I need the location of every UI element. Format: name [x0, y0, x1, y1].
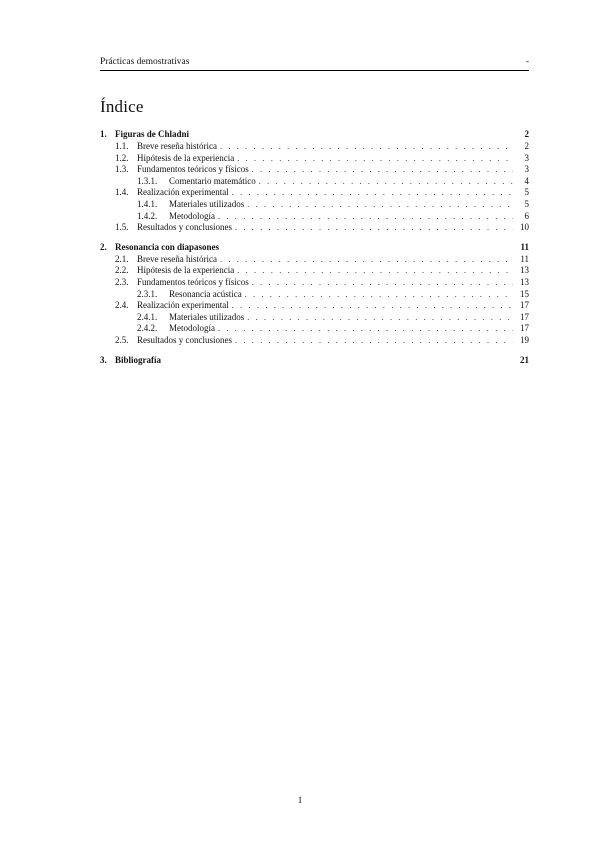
toc-subentry[interactable] [100, 312, 529, 324]
dot-leader [235, 335, 513, 347]
dot-leader [232, 187, 513, 199]
entry-page: 5 [524, 198, 529, 209]
entry-title: Comentario matemático [169, 175, 256, 186]
entry-number: 2.4.1. [137, 311, 158, 322]
toc-chapter[interactable] [100, 354, 529, 367]
header-title: Prácticas demostrativas [100, 57, 190, 67]
entry-page: 17 [520, 323, 529, 334]
entry-page: 13 [520, 276, 529, 287]
dot-leader [218, 211, 513, 223]
entry-number: 1.3. [115, 164, 129, 175]
chapter-page: 2 [524, 129, 529, 139]
entry-title: Hipótesis de la experiencia [137, 152, 235, 163]
chapter-title: Figuras de Chladni [115, 129, 190, 139]
dot-leader [235, 222, 513, 234]
entry-title: Realización experimental [137, 300, 229, 311]
toc-subentry[interactable] [100, 199, 529, 211]
entry-number: 1.2. [115, 152, 129, 163]
dot-leader [237, 265, 513, 277]
entry-number: 2.5. [115, 334, 129, 345]
entry-number: 2.1. [115, 253, 129, 264]
entry-title: Metodología [169, 323, 215, 334]
toc-entry[interactable] [100, 254, 529, 266]
dot-leader [232, 300, 513, 312]
dot-leader [245, 289, 513, 301]
dot-leader [247, 312, 513, 324]
chapter-title: Bibliografía [115, 354, 162, 365]
entry-page: 5 [524, 187, 529, 198]
toc-heading: Índice [100, 97, 144, 116]
entry-page: 17 [520, 311, 529, 322]
chapter-gap [100, 347, 529, 354]
entry-title: Materiales utilizados [169, 311, 245, 322]
entry-title: Breve reseña histórica [137, 141, 217, 151]
toc-subentry[interactable] [100, 176, 529, 188]
entry-title: Resultados y conclusiones [137, 334, 232, 345]
entry-page: 3 [524, 164, 529, 175]
chapter-title: Resonancia con diapasones [115, 241, 220, 252]
dot-leader [247, 199, 513, 211]
chapter-number: 3. [100, 354, 107, 365]
toc-subentry[interactable] [100, 289, 529, 301]
entry-page: 10 [520, 222, 529, 233]
toc-entry[interactable] [100, 335, 529, 347]
entry-page: 2 [524, 141, 529, 151]
toc-entry[interactable] [100, 277, 529, 289]
entry-number: 1.4.1. [137, 198, 158, 209]
toc-entry[interactable] [100, 187, 529, 199]
entry-page: 17 [520, 300, 529, 311]
entry-page: 11 [520, 253, 529, 264]
header-right-mark: - [525, 57, 529, 67]
dot-leader [220, 254, 513, 266]
chapter-page: 11 [520, 241, 529, 252]
toc-entry[interactable] [100, 141, 529, 153]
entry-page: 15 [520, 288, 529, 299]
entry-page: 3 [524, 152, 529, 163]
entry-number: 2.3. [115, 276, 129, 287]
chapter-gap [100, 234, 529, 241]
entry-number: 2.2. [115, 265, 129, 276]
toc-entry[interactable] [100, 222, 529, 234]
entry-title: Materiales utilizados [169, 198, 245, 209]
toc-chapter[interactable] [100, 241, 529, 254]
dot-leader [237, 153, 513, 165]
toc-entry[interactable] [100, 164, 529, 176]
entry-title: Fundamentos teóricos y físicos [137, 164, 249, 175]
entry-title: Metodología [169, 210, 215, 221]
entry-number: 1.3.1. [137, 175, 158, 186]
chapter-number: 2. [100, 241, 107, 252]
entry-number: 1.4.2. [137, 210, 158, 221]
entry-number: 2.4.2. [137, 323, 158, 334]
entry-title: Fundamentos teóricos y físicos [137, 276, 249, 287]
entry-number: 2.4. [115, 300, 129, 311]
toc-subentry[interactable] [100, 211, 529, 223]
dot-leader [259, 176, 513, 188]
toc-entry[interactable] [100, 300, 529, 312]
entry-title: Breve reseña histórica [137, 253, 217, 264]
entry-number: 2.3.1. [137, 288, 158, 299]
dot-leader [252, 164, 513, 176]
entry-page: 6 [524, 210, 529, 221]
toc-subentry[interactable] [100, 323, 529, 335]
entry-title: Resultados y conclusiones [137, 222, 232, 233]
toc-chapter[interactable] [100, 128, 529, 141]
chapter-number: 1. [100, 129, 107, 139]
running-header [100, 56, 529, 71]
dot-leader [252, 277, 513, 289]
entry-number: 1.1. [115, 141, 129, 151]
entry-title: Hipótesis de la experiencia [137, 265, 235, 276]
dot-leader [218, 323, 513, 335]
entry-number: 1.4. [115, 187, 129, 198]
page-number: 1 [297, 796, 303, 806]
toc-entry[interactable] [100, 265, 529, 277]
entry-page: 13 [520, 265, 529, 276]
entry-number: 1.5. [115, 222, 129, 233]
table-of-contents [100, 128, 529, 367]
entry-title: Resonancia acústica [169, 288, 242, 299]
entry-title: Realización experimental [137, 187, 229, 198]
entry-page: 19 [520, 334, 529, 345]
entry-page: 4 [524, 175, 529, 186]
dot-leader [220, 141, 513, 153]
toc-entry[interactable] [100, 153, 529, 165]
chapter-page: 21 [520, 354, 529, 365]
